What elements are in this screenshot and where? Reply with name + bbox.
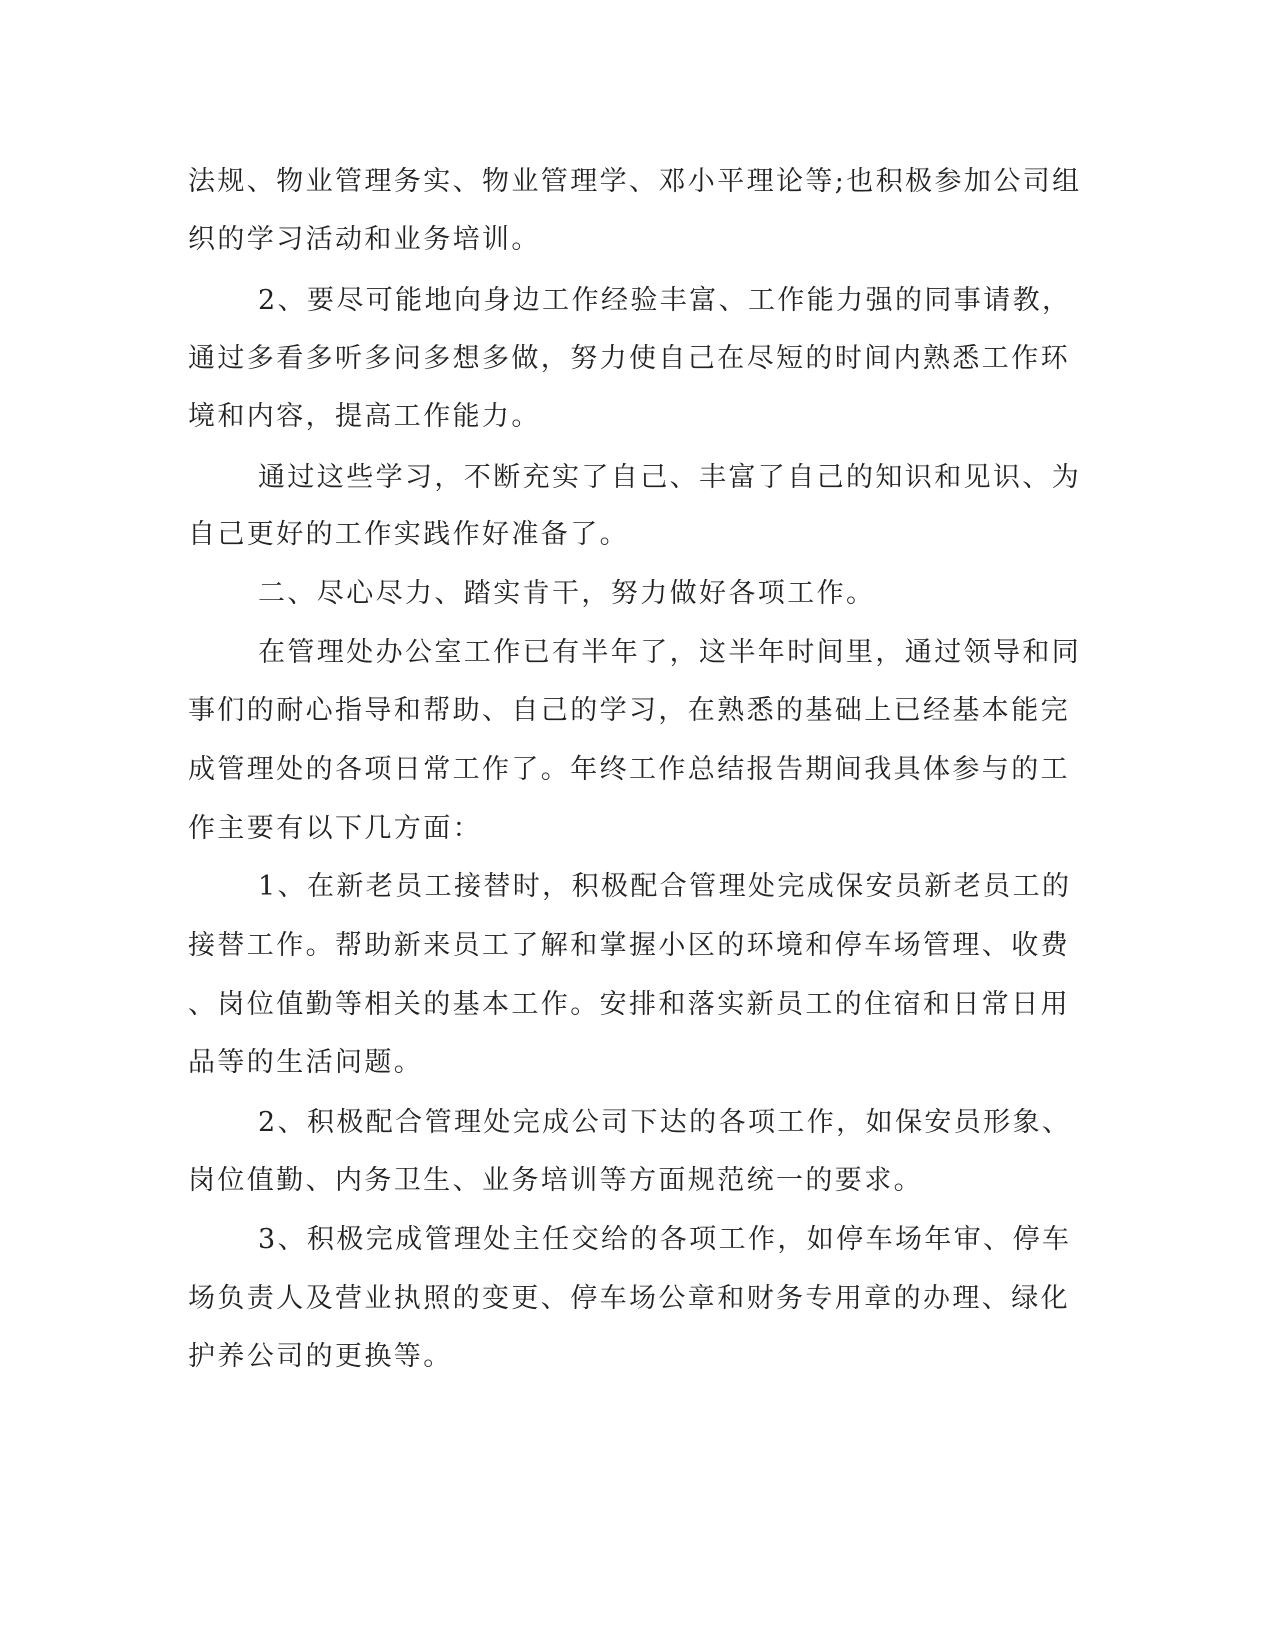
text-line: 法规、物业管理务实、物业管理学、邓小平理论等;也积极参加公司组 — [188, 166, 1082, 197]
text-line: 岗位值勤、内务卫生、业务培训等方面规范统一的要求。 — [188, 1165, 923, 1196]
text-line: 场负责人及营业执照的变更、停车场公章和财务专用章的办理、绿化 — [188, 1283, 1070, 1314]
text-line: 二、尽心尽力、踏实肯干，努力做好各项工作。 — [258, 578, 876, 609]
text-line: 在管理处办公室工作已有半年了，这半年时间里，通过领导和同 — [258, 637, 1082, 668]
text-line: 织的学习活动和业务培训。 — [188, 224, 541, 255]
text-line: 2、积极配合管理处完成公司下达的各项工作，如保安员形象、 — [258, 1107, 1072, 1138]
text-line: 通过多看多听多问多想多做，努力使自己在尽短的时间内熟悉工作环 — [188, 343, 1070, 374]
text-line: 成管理处的各项日常工作了。年终工作总结报告期间我具体参与的工 — [188, 754, 1070, 785]
text-line: 接替工作。帮助新来员工了解和掌握小区的环境和停车场管理、收费 — [188, 930, 1070, 961]
text-line: 品等的生活问题。 — [188, 1047, 424, 1078]
text-line: 、岗位值勤等相关的基本工作。安排和落实新员工的住宿和日常日用 — [188, 989, 1070, 1020]
text-line: 3、积极完成管理处主任交给的各项工作，如停车场年审、停车 — [258, 1224, 1072, 1255]
text-line: 自己更好的工作实践作好准备了。 — [188, 519, 629, 550]
text-line: 通过这些学习，不断充实了自己、丰富了自己的知识和见识、为 — [258, 462, 1082, 493]
text-line: 作主要有以下几方面： — [188, 813, 482, 844]
text-line: 1、在新老员工接替时，积极配合管理处完成保安员新老员工的 — [258, 871, 1072, 902]
text-line: 护养公司的更换等。 — [188, 1341, 453, 1372]
text-line: 事们的耐心指导和帮助、自己的学习，在熟悉的基础上已经基本能完 — [188, 695, 1070, 726]
text-line: 2、要尽可能地向身边工作经验丰富、工作能力强的同事请教， — [258, 285, 1072, 316]
text-line: 境和内容，提高工作能力。 — [188, 401, 541, 432]
